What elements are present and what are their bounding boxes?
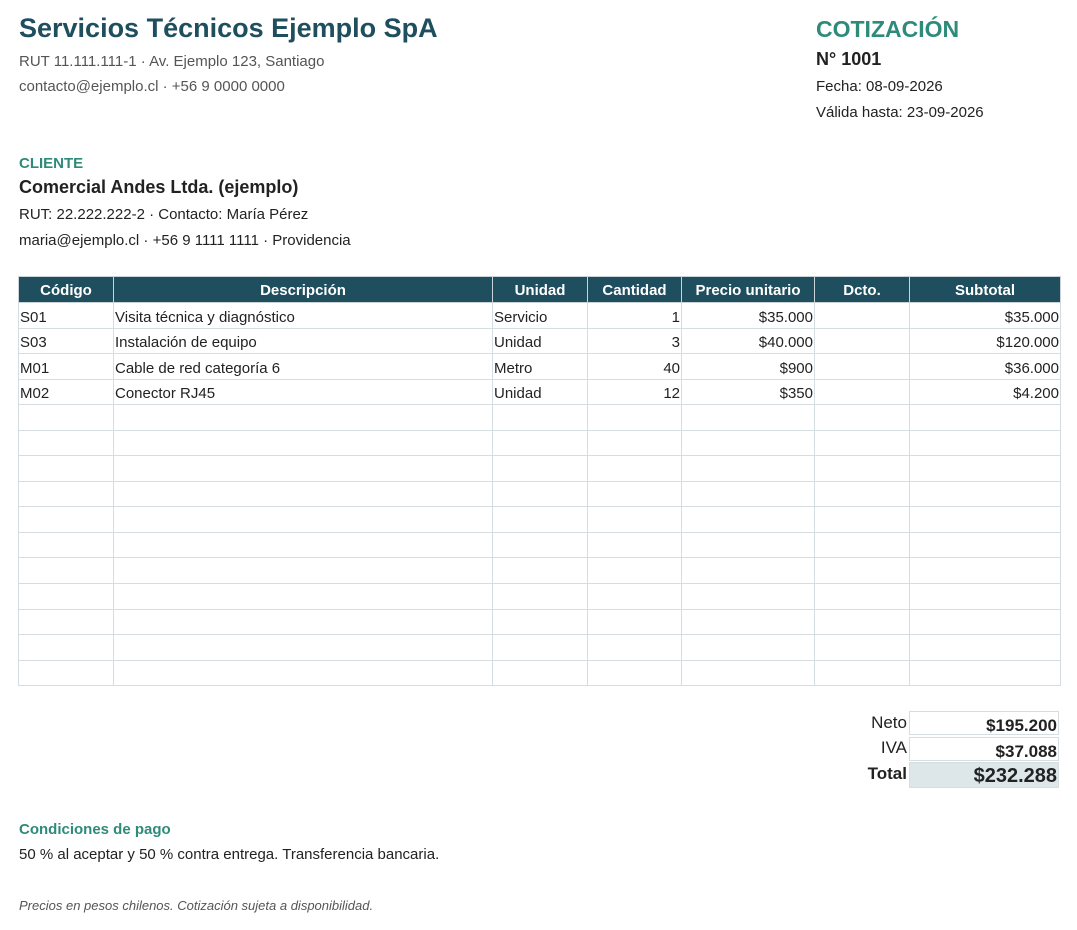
table-row bbox=[19, 303, 1061, 329]
table-cell bbox=[19, 481, 114, 507]
table-cell bbox=[588, 558, 682, 584]
table-cell bbox=[682, 507, 815, 533]
table-row-empty bbox=[19, 635, 1061, 661]
table-cell bbox=[114, 532, 493, 558]
table-cell bbox=[815, 532, 910, 558]
total-label: Total bbox=[867, 764, 907, 783]
company-info-line-2: contacto@ejemplo.cl · +56 9 0000 0000 bbox=[19, 78, 285, 95]
table-cell bbox=[910, 532, 1061, 558]
client-name: Comercial Andes Ltda. (ejemplo) bbox=[19, 177, 299, 197]
table-cell bbox=[493, 609, 588, 635]
table-cell bbox=[910, 609, 1061, 635]
conditions-label: Condiciones de pago bbox=[19, 821, 171, 838]
table-row-empty bbox=[19, 584, 1061, 610]
table-row bbox=[19, 379, 1061, 405]
company-name: Servicios Técnicos Ejemplo SpA bbox=[19, 13, 438, 43]
table-cell bbox=[682, 660, 815, 686]
table-cell bbox=[910, 584, 1061, 610]
table-row-empty bbox=[19, 481, 1061, 507]
table-cell bbox=[815, 405, 910, 431]
table-cell: 40 bbox=[588, 354, 682, 380]
client-info-line-2: maria@ejemplo.cl · +56 9 1111 1111 · Providencia bbox=[19, 232, 351, 249]
header-dcto: Dcto. bbox=[815, 277, 910, 303]
table-cell bbox=[815, 584, 910, 610]
table-cell bbox=[114, 635, 493, 661]
table-cell bbox=[682, 481, 815, 507]
conditions-text: 50 % al aceptar y 50 % contra entrega. Transferencia bancaria. bbox=[19, 846, 440, 863]
table-cell bbox=[588, 507, 682, 533]
table-cell bbox=[588, 609, 682, 635]
company-info-line-1: RUT 11.111.111-1 · Av. Ejemplo 123, Santiago bbox=[19, 53, 325, 70]
table-cell: $36.000 bbox=[910, 354, 1061, 380]
table-cell bbox=[493, 660, 588, 686]
table-cell bbox=[815, 635, 910, 661]
table-cell bbox=[910, 405, 1061, 431]
table-cell: $4.200 bbox=[910, 379, 1061, 405]
table-cell bbox=[588, 430, 682, 456]
table-cell: $900 bbox=[682, 354, 815, 380]
quote-valid-until: Válida hasta: 23-09-2026 bbox=[816, 104, 984, 121]
table-cell bbox=[910, 456, 1061, 482]
table-cell bbox=[815, 660, 910, 686]
table-cell bbox=[114, 558, 493, 584]
table-cell bbox=[682, 405, 815, 431]
table-header-row bbox=[19, 277, 1061, 303]
table-cell bbox=[815, 379, 910, 405]
header-unidad: Unidad bbox=[493, 277, 588, 303]
table-cell bbox=[114, 584, 493, 610]
table-cell bbox=[815, 609, 910, 635]
header-descripcion: Descripción bbox=[114, 277, 493, 303]
total-value: $232.288 bbox=[909, 762, 1059, 788]
table-row-empty bbox=[19, 430, 1061, 456]
table-cell bbox=[19, 635, 114, 661]
quote-date: Fecha: 08-09-2026 bbox=[816, 78, 943, 95]
table-cell bbox=[682, 456, 815, 482]
table-cell: Instalación de equipo bbox=[114, 328, 493, 354]
table-cell bbox=[815, 481, 910, 507]
table-cell: $40.000 bbox=[682, 328, 815, 354]
table-row-empty bbox=[19, 532, 1061, 558]
table-cell bbox=[19, 532, 114, 558]
table-cell bbox=[493, 481, 588, 507]
table-cell bbox=[815, 507, 910, 533]
table-row-empty bbox=[19, 405, 1061, 431]
client-section-label: CLIENTE bbox=[19, 155, 84, 172]
table-cell bbox=[682, 609, 815, 635]
iva-value: $37.088 bbox=[909, 737, 1059, 761]
table-cell bbox=[588, 532, 682, 558]
table-cell bbox=[19, 660, 114, 686]
table-cell bbox=[493, 430, 588, 456]
table-cell bbox=[815, 558, 910, 584]
table-cell: M02 bbox=[19, 379, 114, 405]
table-cell bbox=[682, 584, 815, 610]
table-cell bbox=[114, 609, 493, 635]
items-table bbox=[18, 276, 1061, 686]
table-cell: Cable de red categoría 6 bbox=[114, 354, 493, 380]
table-cell bbox=[910, 660, 1061, 686]
table-cell: S03 bbox=[19, 328, 114, 354]
table-cell: Unidad bbox=[493, 328, 588, 354]
header-subtotal: Subtotal bbox=[910, 277, 1061, 303]
table-cell bbox=[114, 481, 493, 507]
table-cell bbox=[910, 558, 1061, 584]
table-cell bbox=[114, 405, 493, 431]
table-cell bbox=[682, 532, 815, 558]
table-cell: Servicio bbox=[493, 303, 588, 329]
table-cell bbox=[910, 507, 1061, 533]
table-row bbox=[19, 354, 1061, 380]
table-cell bbox=[19, 456, 114, 482]
table-row-empty bbox=[19, 456, 1061, 482]
table-cell bbox=[682, 635, 815, 661]
table-cell: 12 bbox=[588, 379, 682, 405]
neto-value: $195.200 bbox=[909, 711, 1059, 735]
table-cell bbox=[815, 354, 910, 380]
table-cell bbox=[815, 328, 910, 354]
table-cell bbox=[114, 430, 493, 456]
table-cell bbox=[588, 481, 682, 507]
table-cell bbox=[910, 430, 1061, 456]
table-cell bbox=[682, 430, 815, 456]
table-cell bbox=[493, 456, 588, 482]
table-cell bbox=[19, 609, 114, 635]
neto-label: Neto bbox=[871, 713, 907, 732]
table-row bbox=[19, 328, 1061, 354]
table-cell bbox=[19, 558, 114, 584]
table-cell bbox=[588, 584, 682, 610]
client-info-line-1: RUT: 22.222.222-2 · Contacto: María Pérez bbox=[19, 206, 309, 223]
table-cell bbox=[588, 405, 682, 431]
table-cell bbox=[19, 430, 114, 456]
table-cell bbox=[815, 456, 910, 482]
table-cell bbox=[114, 507, 493, 533]
table-cell bbox=[19, 507, 114, 533]
quote-number: N° 1001 bbox=[816, 49, 882, 69]
table-cell: $120.000 bbox=[910, 328, 1061, 354]
table-cell: $350 bbox=[682, 379, 815, 405]
header-codigo: Código bbox=[19, 277, 114, 303]
table-cell bbox=[114, 456, 493, 482]
table-cell: 1 bbox=[588, 303, 682, 329]
table-cell: M01 bbox=[19, 354, 114, 380]
table-row-empty bbox=[19, 609, 1061, 635]
table-cell bbox=[910, 635, 1061, 661]
table-cell bbox=[493, 584, 588, 610]
table-cell bbox=[588, 635, 682, 661]
table-row-empty bbox=[19, 558, 1061, 584]
quote-title: COTIZACIÓN bbox=[816, 16, 960, 42]
header-cantidad: Cantidad bbox=[588, 277, 682, 303]
table-cell bbox=[682, 558, 815, 584]
table-cell: Metro bbox=[493, 354, 588, 380]
table-cell bbox=[114, 660, 493, 686]
table-cell bbox=[493, 507, 588, 533]
table-cell: $35.000 bbox=[910, 303, 1061, 329]
table-row-empty bbox=[19, 507, 1061, 533]
table-cell: Unidad bbox=[493, 379, 588, 405]
iva-label: IVA bbox=[880, 738, 907, 757]
table-cell bbox=[19, 405, 114, 431]
table-cell bbox=[493, 532, 588, 558]
table-cell bbox=[493, 558, 588, 584]
table-cell bbox=[815, 430, 910, 456]
table-cell: Visita técnica y diagnóstico bbox=[114, 303, 493, 329]
table-cell: S01 bbox=[19, 303, 114, 329]
table-cell bbox=[588, 456, 682, 482]
header-precio-unitario: Precio unitario bbox=[682, 277, 815, 303]
footnote: Precios en pesos chilenos. Cotización sujeta a disponibilidad. bbox=[19, 898, 374, 913]
table-cell bbox=[588, 660, 682, 686]
table-cell: Conector RJ45 bbox=[114, 379, 493, 405]
table-cell bbox=[815, 303, 910, 329]
table-cell: $35.000 bbox=[682, 303, 815, 329]
table-cell bbox=[19, 584, 114, 610]
table-cell bbox=[910, 481, 1061, 507]
table-row-empty bbox=[19, 660, 1061, 686]
table-cell bbox=[493, 635, 588, 661]
table-cell: 3 bbox=[588, 328, 682, 354]
table-cell bbox=[493, 405, 588, 431]
